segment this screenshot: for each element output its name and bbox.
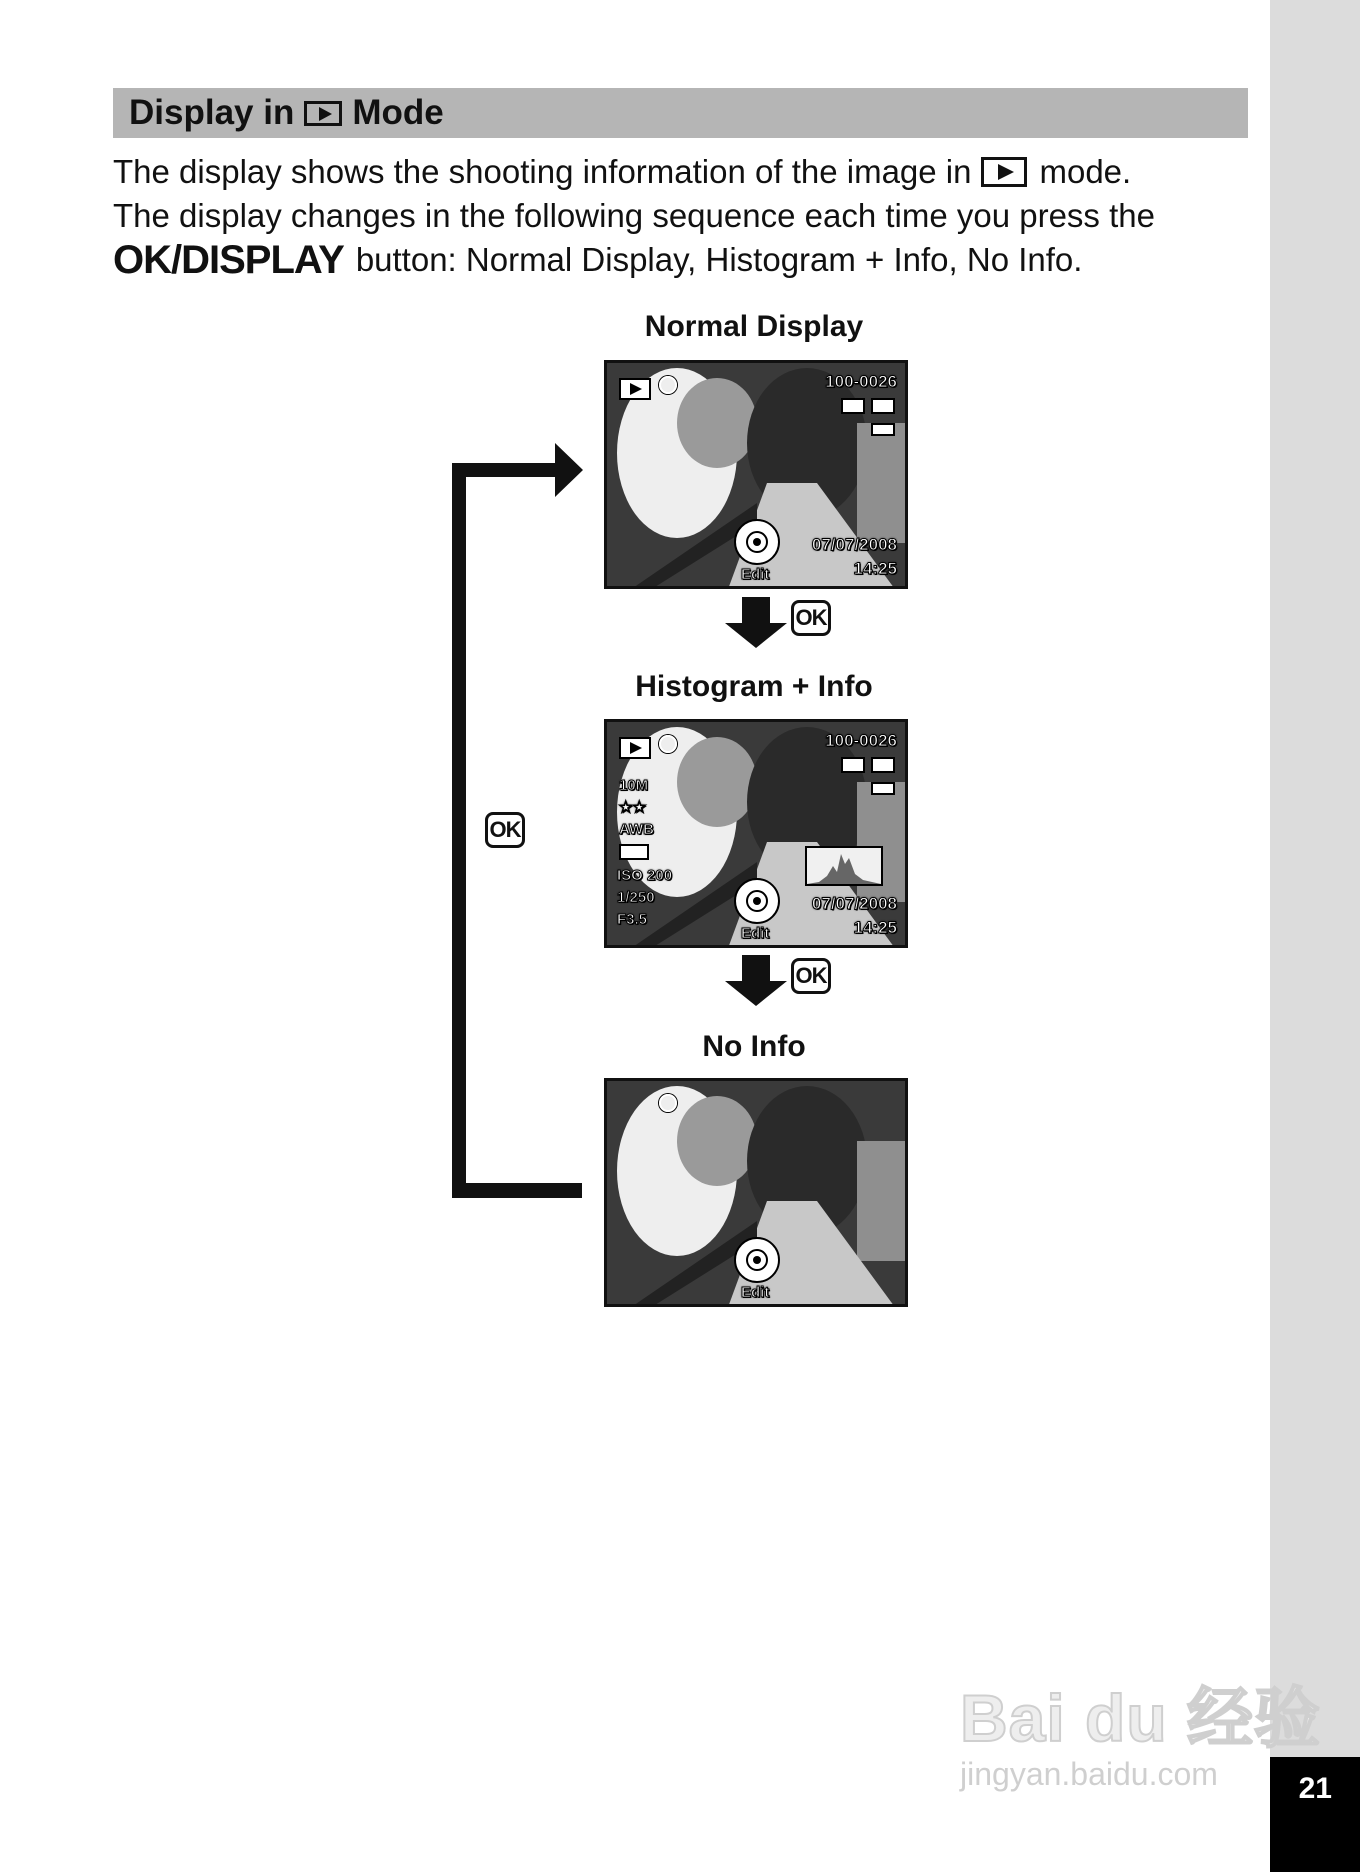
edit-label: Edit: [741, 925, 770, 942]
intro-line-2: The display changes in the following sequence each time you press the: [113, 197, 1155, 234]
file-number: 100-0026: [825, 372, 897, 391]
protect-key-icon: [871, 398, 895, 414]
heading-prefix: Display in: [129, 93, 295, 132]
white-balance: AWB: [619, 821, 654, 838]
lcd-normal-display: [604, 360, 908, 589]
face-detect-icon: [659, 1094, 677, 1112]
intro-line-3: button: Normal Display, Histogram + Info, No Info.: [355, 241, 1083, 278]
playback-mode-icon: [619, 737, 651, 759]
loop-line-bottom: [452, 1183, 582, 1198]
iso-value: ISO 200: [617, 867, 673, 884]
shutter-speed: 1/250: [617, 889, 655, 906]
date: 07/07/2008: [811, 894, 897, 913]
battery-icon: [871, 782, 895, 795]
lcd-no-info: [604, 1078, 908, 1307]
down-arrow-1-shaft: [742, 597, 770, 625]
page-number: 21: [1298, 1772, 1332, 1805]
histogram-graph: [807, 848, 881, 884]
date: 07/07/2008: [811, 535, 897, 554]
edit-label: Edit: [741, 1284, 770, 1301]
aperture-value: F3.5: [617, 911, 648, 928]
four-way-controller-icon: [734, 1237, 780, 1283]
loop-line-top: [452, 463, 556, 477]
histogram: [805, 846, 883, 886]
protect-key-icon: [871, 757, 895, 773]
face-detect-icon: [659, 735, 677, 753]
ok-key-icon: OK: [485, 812, 525, 848]
caption-normal-display: Normal Display: [644, 310, 864, 343]
ok-display-button-label: OK/DISPLAY: [113, 238, 344, 282]
playback-mode-icon: [619, 378, 651, 400]
face-detect-icon: [659, 376, 677, 394]
file-number: 100-0026: [825, 731, 897, 750]
intro-line-1: The display shows the shooting information of the image in: [113, 153, 972, 190]
metering-icon: [619, 844, 649, 860]
time: 14:25: [853, 559, 897, 578]
down-arrow-1-head: [725, 623, 787, 648]
heading-suffix: Mode: [352, 93, 444, 132]
caption-histogram-info: Histogram + Info: [635, 670, 873, 703]
baidu-watermark: [960, 1665, 1321, 1793]
quality-level: ★★: [619, 799, 646, 816]
intro-line-1-end: mode.: [1039, 153, 1132, 190]
watermark-sub: jingyan.baidu.com: [960, 1756, 1218, 1792]
caption-no-info: No Info: [702, 1030, 806, 1063]
lcd-histogram-info: [604, 719, 908, 948]
ok-key-icon: OK: [791, 600, 831, 636]
time: 14:25: [853, 918, 897, 937]
ok-key-icon: OK: [791, 958, 831, 994]
four-way-controller-icon: [734, 878, 780, 924]
edit-label: Edit: [741, 566, 770, 583]
down-arrow-2-head: [725, 981, 787, 1006]
battery-icon: [871, 423, 895, 436]
four-way-controller-icon: [734, 519, 780, 565]
loop-arrow-head: [555, 443, 583, 497]
sound-memo-icon: [841, 757, 865, 773]
down-arrow-2-shaft: [742, 955, 770, 983]
recorded-pixels: 10M: [619, 777, 649, 794]
sound-memo-icon: [841, 398, 865, 414]
loop-line-vertical: [452, 463, 466, 1198]
watermark-main: Bai du 经验: [960, 1681, 1322, 1755]
